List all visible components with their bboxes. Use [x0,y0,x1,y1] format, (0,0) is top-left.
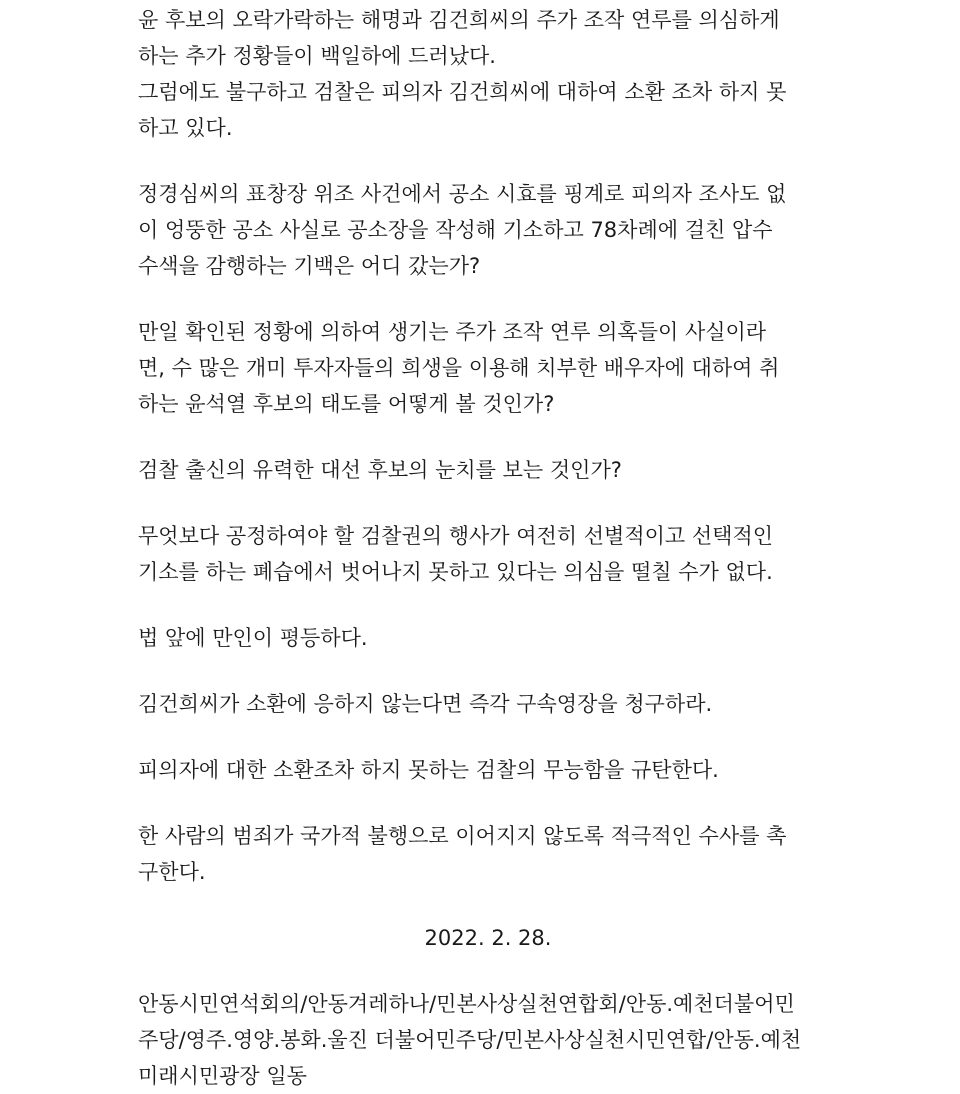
body-paragraph [138,314,838,422]
paragraph-line: 만일 확인된 정황에 의하여 생기는 주가 조작 연루 의혹들이 사실이라 [138,320,767,344]
paragraph-line: 정경심씨의 표창장 위조 사건에서 공소 시효를 핑계로 피의자 조사도 없 [138,182,787,206]
paragraph-line: 수색을 감행하는 기백은 어디 갔는가? [138,254,481,278]
paragraph-line: 기소를 하는 폐습에서 벗어나지 못하고 있다는 의심을 떨칠 수가 없다. [138,560,773,584]
body-paragraph [138,752,838,788]
signatory-organizations [138,986,838,1094]
paragraph-line: 하는 추가 정황들이 백일하에 드러났다. [138,44,496,68]
paragraph-line: 하고 있다. [138,116,233,140]
paragraph-line: 피의자에 대한 소환조차 하지 못하는 검찰의 무능함을 규탄한다. [138,758,719,782]
document-date: 2022. 2. 28. [424,926,552,950]
paragraph-line: 면, 수 많은 개미 투자자들의 희생을 이용해 치부한 배우자에 대하여 취 [138,356,780,380]
paragraph-line: 하는 윤석열 후보의 태도를 어떻게 볼 것인가? [138,392,555,416]
body-paragraph [138,620,838,656]
signatory-line: 주당/영주.영양.봉화.울진 더불어민주당/민본사상실천시민연합/안동.예천 [138,1028,802,1052]
paragraph-line: 그럼에도 불구하고 검찰은 피의자 김건희씨에 대하여 소환 조차 하지 못 [138,80,787,104]
body-paragraph [138,2,838,146]
paragraph-line: 검찰 출신의 유력한 대선 후보의 눈치를 보는 것인가? [138,458,622,482]
paragraph-line: 윤 후보의 오락가락하는 해명과 김건희씨의 주가 조작 연루를 의심하게 [138,8,780,32]
body-paragraph [138,176,838,284]
paragraph-line: 김건희씨가 소환에 응하지 않는다면 즉각 구속영장을 청구하라. [138,692,713,716]
body-paragraph [138,686,838,722]
paragraph-line: 법 앞에 만인이 평등하다. [138,626,368,650]
paragraph-line: 이 엉뚱한 공소 사실로 공소장을 작성해 기소하고 78차례에 걸친 압수 [138,218,773,242]
signatory-line: 미래시민광장 일동 [138,1064,307,1088]
body-paragraph [138,818,838,890]
paragraph-line: 한 사람의 범죄가 국가적 불행으로 이어지지 않도록 적극적인 수사를 촉 [138,824,787,848]
body-paragraph [138,518,838,590]
paragraph-line: 구한다. [138,860,206,884]
statement-document [138,0,838,1094]
signatory-line: 안동시민연석회의/안동겨레하나/민본사상실천연합회/안동.예천더불어민 [138,992,795,1016]
paragraph-line: 무엇보다 공정하여야 할 검찰권의 행사가 여전히 선별적이고 선택적인 [138,524,774,548]
body-paragraph [138,452,838,488]
